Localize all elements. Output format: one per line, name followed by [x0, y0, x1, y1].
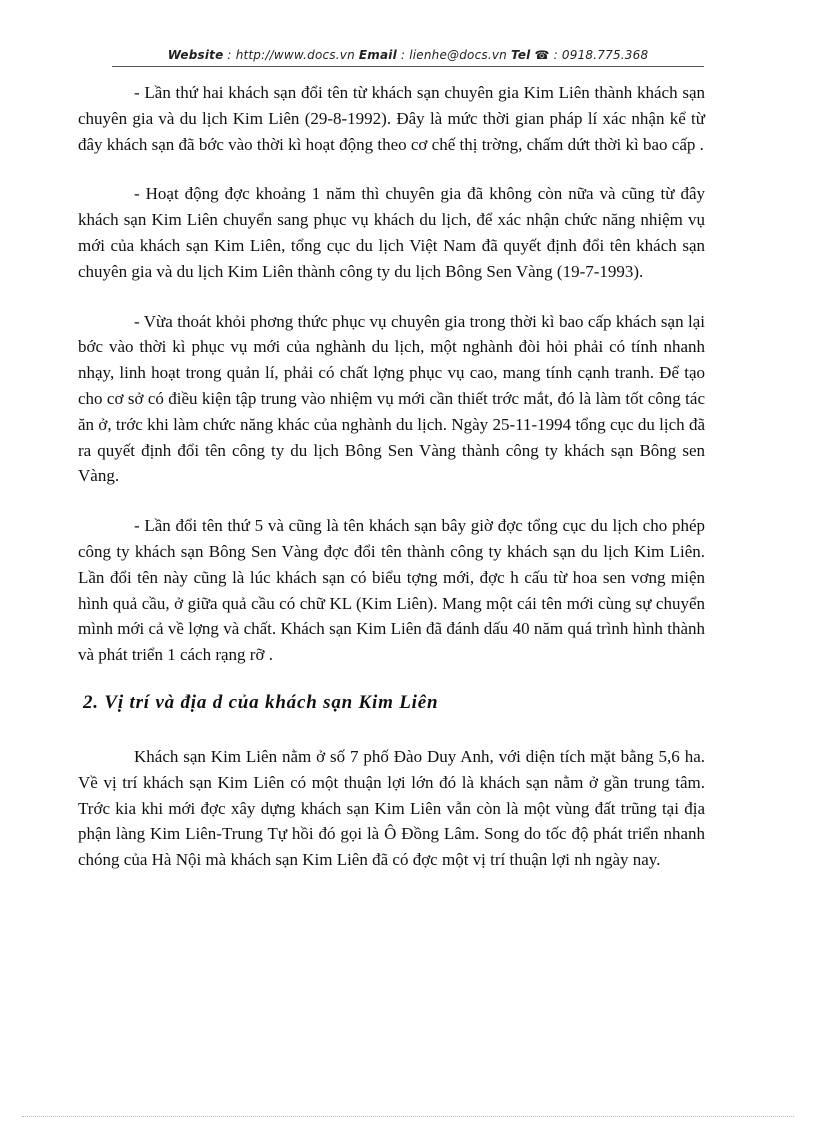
paragraph-fifth-rename: - Lần đổi tên thứ 5 và cũng là tên khách sạn bây giờ đợc tổng cục du lịch cho phép công ty khách sạn Bông Sen Vàng đợc đổi tên thành công ty khách sạn du lịch Kim Liên. Lần đổi tên này cũng là lúc khách sạn có biểu tợng mới, đợc h cấu từ hoa sen vơng miện hình quả cầu, ở giữa quả cầu có chữ KL (Kim Liên). Mang một cái tên mới cùng sự chuyển mình mới cả về lợng và chất. Khách sạn Kim Liên đã đánh dấu 40 năm quá trình hình thành và phát triển 1 cách rạng rỡ .	[78, 516, 705, 665]
paragraph-hotel-company: - Vừa thoát khỏi phơng thức phục vụ chuyên gia trong thời kì bao cấp khách sạn lại bớc vào thời kì phục vụ mới của nghành du lịch, một nghành đòi hỏi phải có tính nhanh nhạy, linh hoạt trong quản lí, phải có chất lợng phục vụ cao, mang tính cạnh tranh. Để tạo cho cơ sở có điều kiện tập trung vào nhiệm vụ mới cần thiết trớc mắt, đó là làm tốt công tác ăn ở, trớc khi làm chức năng khác của nghành du lịch. Ngày 25-11-1994 tổng cục du lịch đã ra quyết định đổi tên công ty du lịch Bông Sen Vàng thành công ty khách sạn Bông sen Vàng.	[78, 311, 705, 486]
email-value: : lienhe@docs.vn	[396, 48, 511, 62]
page-header	[0, 48, 816, 62]
section-heading: 2. Vị trí và địa d của khách sạn Kim Liên	[83, 691, 439, 713]
footer-divider	[22, 1116, 794, 1117]
tel-label: Tel	[510, 48, 531, 62]
tel-value: : 0918.775.368	[549, 48, 649, 62]
website-value: : http://www.docs.vn	[223, 48, 359, 62]
paragraph-bong-sen-vang: - Hoạt động đợc khoảng 1 năm thì chuyên gia đã không còn nữa và cũng từ đây khách sạn Kim Liên chuyển sang phục vụ khách du lịch, để xác nhận chức năng nhiệm vụ mới của khách sạn Kim Liên, tổng cục du lịch Việt Nam đã quyết định đổi tên khách sạn chuyên gia và du lịch Kim Liên thành công ty du lịch Bông Sen Vàng (19-7-1993).	[78, 184, 705, 281]
paragraph-location: Khách sạn Kim Liên nằm ở số 7 phố Đào Duy Anh, với diện tích mặt bằng 5,6 ha. Về vị trí khách sạn Kim Liên có một thuận lợi lớn đó là khách sạn nằm ở gần trung tâm. Trớc kia khi mới đợc xây dựng khách sạn Kim Liên vẫn còn là một vùng đất trũng tại địa phận làng Kim Liên-Trung Tự hồi đó gọi là Ô Đồng Lâm. Song do tốc độ phát triển nhanh chóng của Hà Nội mà khách sạn Kim Liên đã có đợc một vị trí thuận lợi nh ngày nay.	[78, 746, 705, 870]
website-label: Website	[167, 48, 224, 62]
email-label: Email	[358, 48, 397, 62]
paragraph-second-rename: - Lần thứ hai khách sạn đổi tên từ khách sạn chuyên gia Kim Liên thành khách sạn chuyên gia và du lịch Kim Liên (29-8-1992). Đây là mức thời gian pháp lí xác nhận kể từ đây khách sạn đã bớc vào thời kì hoạt động theo cơ chế thị trờng, chấm dứt thời kì bao cấp .	[78, 83, 705, 154]
header-divider	[112, 66, 704, 67]
document-body	[78, 80, 705, 897]
phone-icon: ☎	[534, 48, 550, 62]
